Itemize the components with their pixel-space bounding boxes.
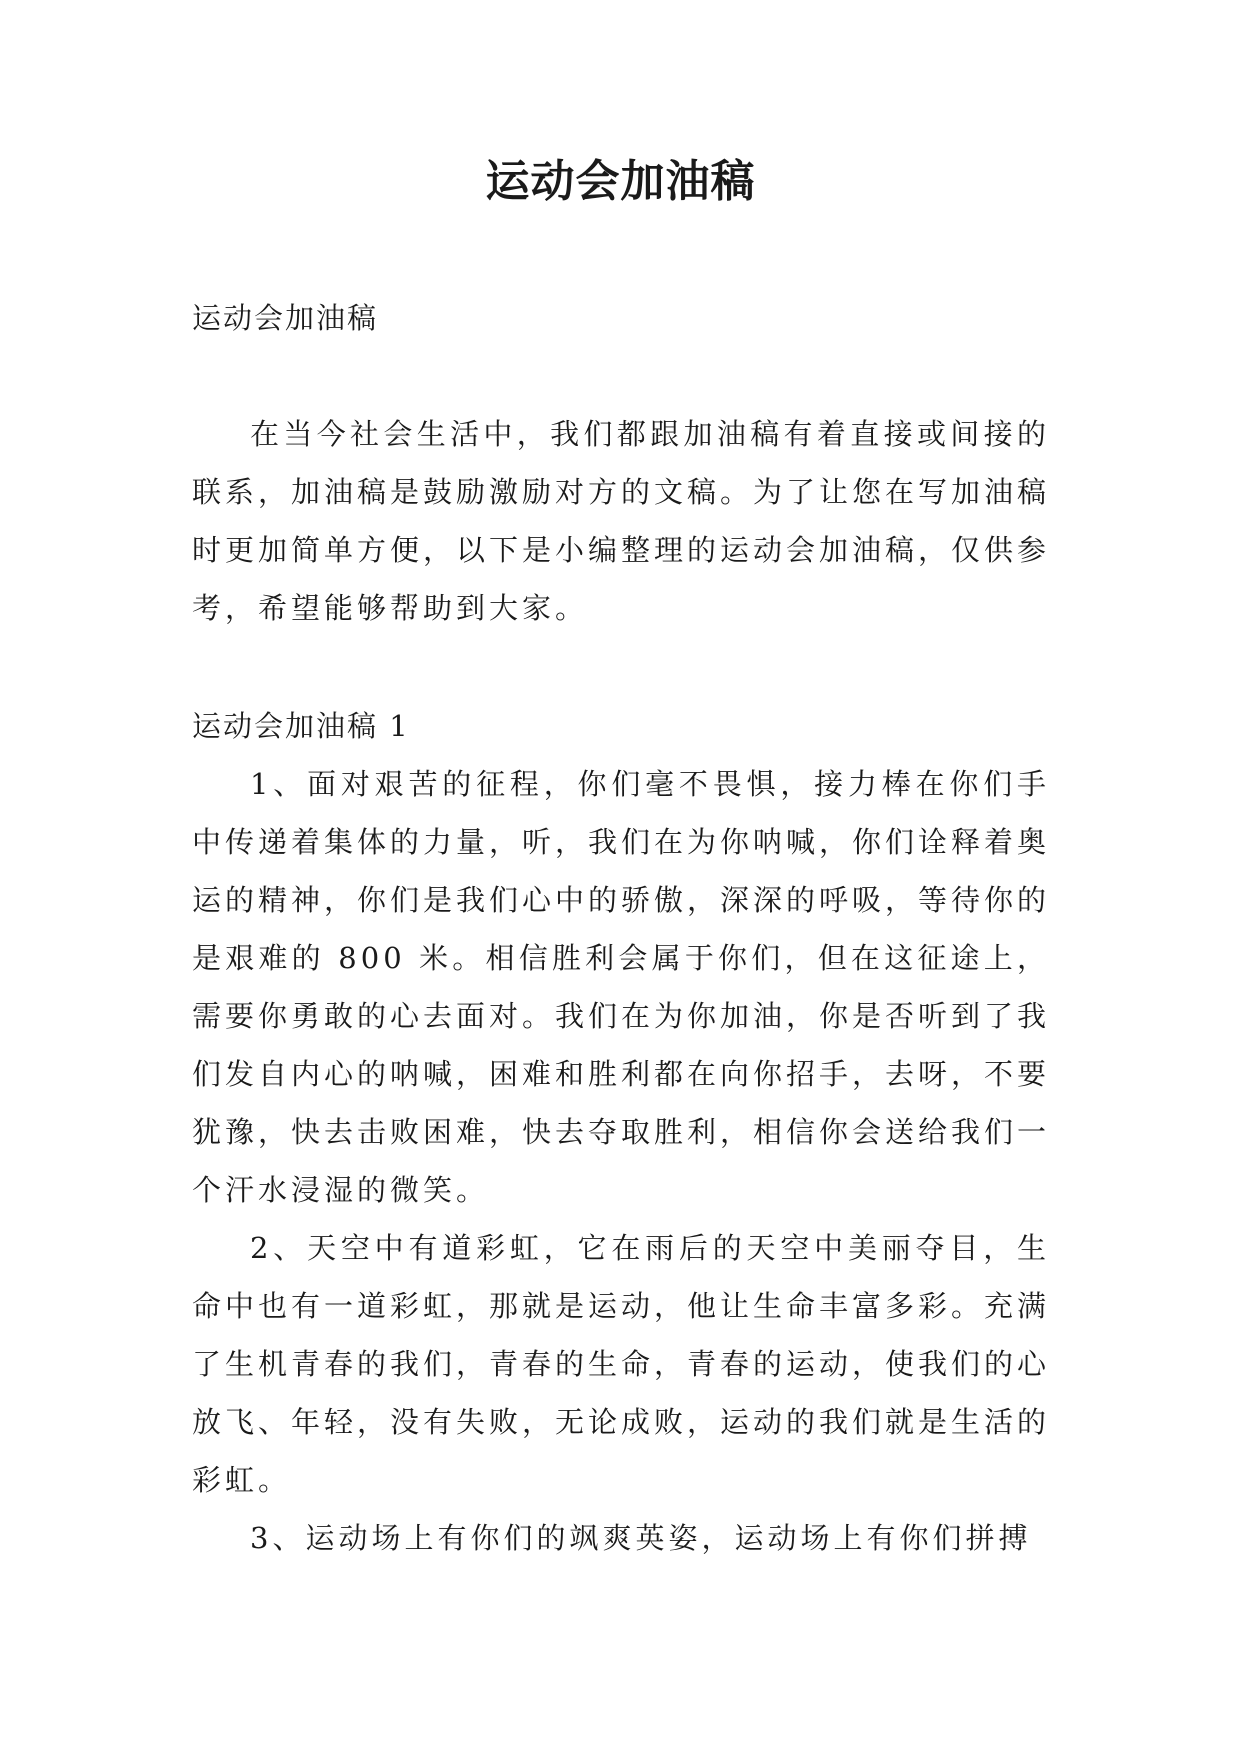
section-heading: 运动会加油稿 1 bbox=[192, 709, 410, 743]
document-title: 运动会加油稿 bbox=[485, 156, 756, 207]
cheer-item-2: 2、天空中有道彩虹，它在雨后的天空中美丽夺目，生命中也有一道彩虹，那就是运动，他让生命丰富多彩。充满了生机青春的我们，青春的生命，青春的运动，使我们的心放飞、年轻，没有失败，无论成败，运动的我们就是生活的彩虹。 bbox=[192, 1231, 1051, 1497]
document-subtitle: 运动会加油稿 bbox=[192, 301, 379, 335]
intro-paragraph: 在当今社会生活中，我们都跟加油稿有着直接或间接的联系，加油稿是鼓励激励对方的文稿。为了让您在写加油稿时更加简单方便，以下是小编整理的运动会加油稿，仅供参考，希望能够帮助到大家。 bbox=[192, 417, 1051, 625]
intro-paragraph-container bbox=[192, 405, 1050, 637]
cheer-item-3: 3、运动场上有你们的飒爽英姿，运动场上有你们拼搏 bbox=[250, 1521, 1032, 1555]
cheer-item-1: 1、面对艰苦的征程，你们毫不畏惧，接力棒在你们手中传递着集体的力量，听，我们在为你呐喊，你们诠释着奥运的精神，你们是我们心中的骄傲，深深的呼吸，等待你的是艰难的 800 米。相信胜利会属于你们，但在这征途上，需要你勇敢的心去面对。我们在为你加油，你是否听到了我们发自内心的呐喊，困难和胜利都在向你招手，去呀，不要犹豫，快去击败困难，快去夺取胜利，相信你会送给我们一个汗水浸湿的微笑。 bbox=[192, 767, 1051, 1207]
cheer-items bbox=[192, 755, 1050, 1567]
